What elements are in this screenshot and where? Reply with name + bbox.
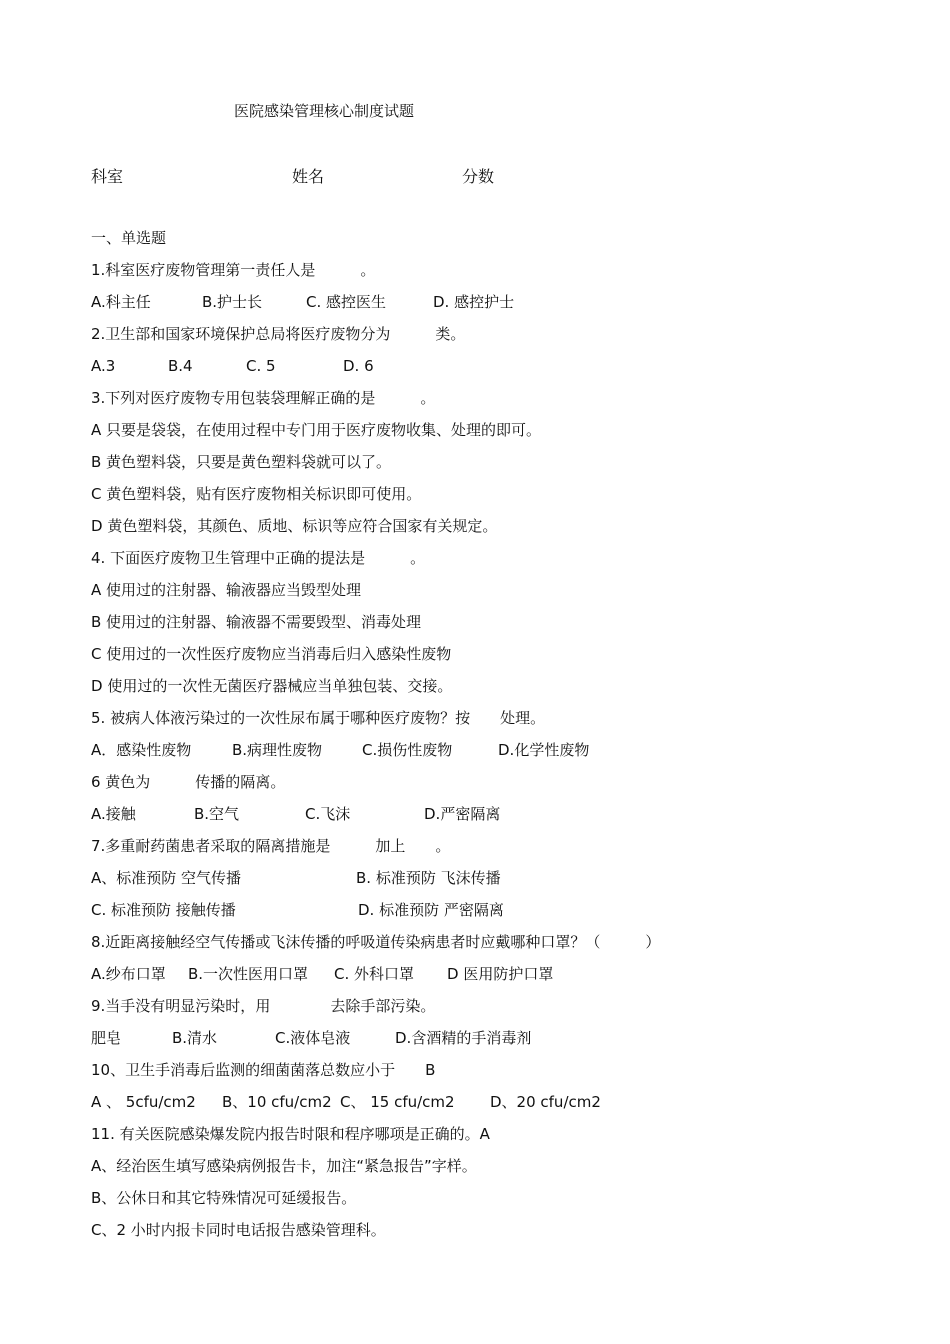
option: C.飞沫: [305, 805, 351, 823]
question-text: 10、卫生手消毒后监测的细菌菌落总数应小于 B: [91, 1061, 436, 1079]
option: B.4: [168, 357, 193, 375]
option: C 使用过的一次性医疗废物应当消毒后归入感染性废物: [91, 645, 452, 663]
option: B 黄色塑料袋，只要是黄色塑料袋就可以了。: [91, 453, 392, 471]
option: C、2 小时内报卡同时电话报告感染管理科。: [91, 1221, 386, 1239]
option: D. 感控护士: [433, 293, 515, 311]
question-text: 2.卫生部和国家环境保护总局将医疗废物分为 类。: [91, 325, 466, 343]
option: B.一次性医用口罩: [188, 965, 309, 983]
option: C.液体皂液: [275, 1029, 351, 1047]
option: C.损伤性废物: [362, 741, 453, 759]
option: B. 标准预防 飞沫传播: [356, 869, 501, 887]
option: A 只要是袋袋，在使用过程中专门用于医疗废物收集、处理的即可。: [91, 421, 542, 439]
question-text: 7.多重耐药菌患者采取的隔离措施是 加上 。: [91, 837, 451, 855]
option: C. 标准预防 接触传播: [91, 901, 236, 919]
question-text: 9.当手没有明显污染时，用 去除手部污染。: [91, 997, 436, 1015]
option: A、标准预防 空气传播: [91, 869, 242, 887]
question-text: 1.科室医疗废物管理第一责任人是 。: [91, 261, 376, 279]
question-text: 8.近距离接触经空气传播或飞沫传播的呼吸道传染病患者时应戴哪种口罩？（ ）: [91, 933, 661, 951]
option: D.严密隔离: [424, 805, 501, 823]
option: B.空气: [194, 805, 240, 823]
option: A.3: [91, 357, 116, 375]
score-label: 分数: [462, 167, 495, 186]
section-heading: 一、单选题: [91, 229, 167, 247]
option: A．感染性废物: [91, 741, 192, 759]
option: A 、 5cfu/cm2: [91, 1093, 196, 1111]
option: D 使用过的一次性无菌医疗器械应当单独包装、交接。: [91, 677, 453, 695]
page-title: 医院感染管理核心制度试题: [234, 102, 415, 120]
option: B、10 cfu/cm2: [222, 1093, 332, 1111]
option: C. 5: [246, 357, 276, 375]
question-text: 5. 被病人体液污染过的一次性尿布属于哪种医疗废物？按 处理。: [91, 709, 546, 727]
option: D. 6: [343, 357, 374, 375]
question-text: 11. 有关医院感染爆发院内报告时限和程序哪项是正确的。A: [91, 1125, 490, 1143]
option: D. 标准预防 严密隔离: [358, 901, 504, 919]
option: C. 感控医生: [306, 293, 387, 311]
option: A.接触: [91, 805, 136, 823]
option: 肥皂: [91, 1029, 122, 1047]
option: D 黄色塑料袋，其颜色、质地、标识等应符合国家有关规定。: [91, 517, 498, 535]
name-label: 姓名: [292, 167, 325, 186]
option: A、经治医生填写感染病例报告卡，加注“紧急报告”字样。: [91, 1157, 477, 1175]
option: C. 外科口罩: [334, 965, 415, 983]
option: D 医用防护口罩: [447, 965, 554, 983]
question-text: 3.下列对医疗废物专用包装袋理解正确的是 。: [91, 389, 436, 407]
option: C 黄色塑料袋，贴有医疗废物相关标识即可使用。: [91, 485, 422, 503]
option: B、公休日和其它特殊情况可延缓报告。: [91, 1189, 357, 1207]
department-label: 科室: [91, 167, 124, 186]
question-text: 4. 下面医疗废物卫生管理中正确的提法是 。: [91, 549, 426, 567]
option: D.含酒精的手消毒剂: [395, 1029, 532, 1047]
option: C、 15 cfu/cm2: [340, 1093, 455, 1111]
option: B 使用过的注射器、输液器不需要毁型、消毒处理: [91, 613, 422, 631]
option: B.清水: [172, 1029, 218, 1047]
question-text: 6 黄色为 传播的隔离。: [91, 773, 286, 791]
option: B.护士长: [202, 293, 263, 311]
option: A 使用过的注射器、输液器应当毁型处理: [91, 581, 362, 599]
option: A.科主任: [91, 293, 151, 311]
option: D.化学性废物: [498, 741, 590, 759]
option: B.病理性废物: [232, 741, 323, 759]
option: D、20 cfu/cm2: [490, 1093, 601, 1111]
option: A.纱布口罩: [91, 965, 166, 983]
